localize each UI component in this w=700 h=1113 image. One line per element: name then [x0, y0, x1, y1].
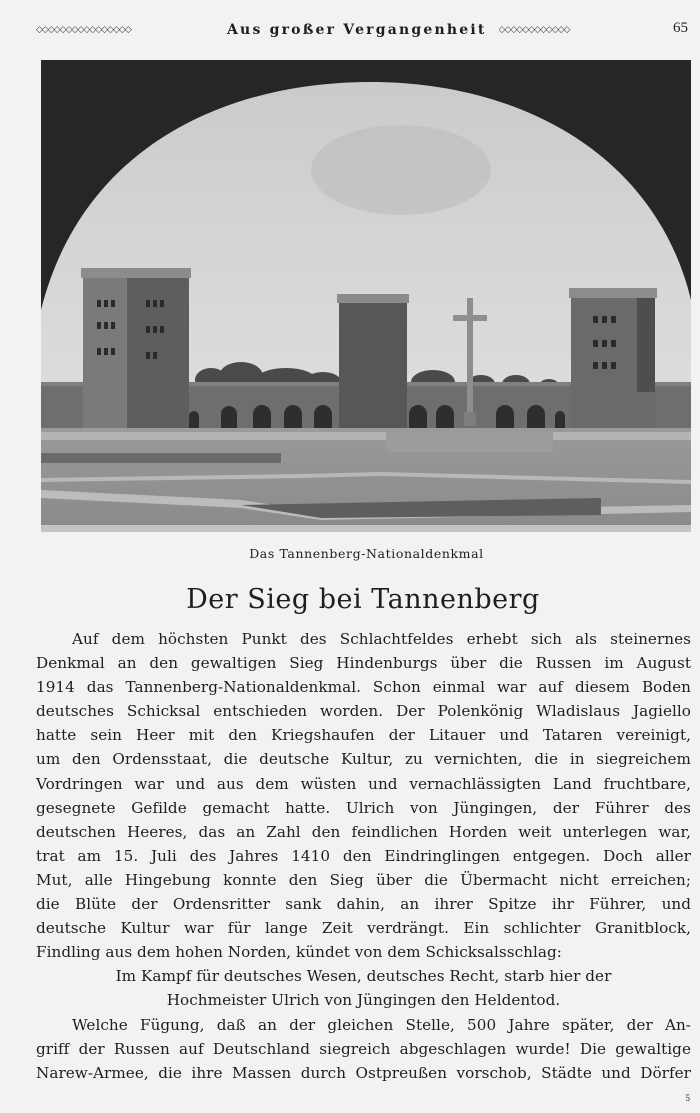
monument-photo	[41, 60, 691, 532]
inscription-line: Im Kampf für deutsches Wesen, deutsches Recht, starb hier der	[115, 967, 612, 986]
page-number: 65	[673, 20, 688, 36]
text-line: Narew-Armee, die ihre Massen durch Ostpreußen vorschob, Städte und Dörfer	[36, 1063, 691, 1082]
text-line: Auf dem höchsten Punkt des Schlachtfeldes erhebt sich als steinernes	[72, 630, 691, 648]
text-line: Mut, alle Hingebung konnte den Sieg über die Übermacht nicht erreichen;	[36, 870, 691, 889]
header-ornament-left: ◇◇◇◇◇◇◇◇◇◇◇◇◇◇◇◇	[36, 25, 131, 35]
text-line: hatte sein Heer mit den Kriegshaufen der Litauer und Tataren vereinigt,	[36, 726, 691, 745]
printer-signature-mark: 5	[685, 1093, 690, 1103]
text-line: Denkmal an den gewaltigen Sieg Hindenburgs über die Russen im August	[36, 654, 691, 673]
text-line: 1914 das Tannenberg-Nationaldenkmal. Schon einmal war auf diesem Boden	[36, 678, 691, 697]
header-title: Aus großer Vergangenheit	[227, 22, 487, 38]
text-line: um den Ordensstaat, die deutsche Kultur, zu vernichten, die in siegreichem	[36, 750, 691, 769]
inscription-line: Hochmeister Ulrich von Jüngingen den Heldentod.	[166, 991, 561, 1010]
monument-illustration	[41, 60, 691, 532]
text-line: deutschen Heeres, das an Zahl den feindlichen Horden weit unterlegen war,	[36, 822, 691, 841]
text-line: deutsche Kultur war für lange Zeit verdrängt. Ein schlichter Granitblock,	[36, 919, 691, 938]
running-header	[36, 18, 696, 42]
figure-caption: Das Tannenberg-Nationaldenkmal	[249, 546, 484, 561]
article-body	[36, 627, 691, 1085]
paragraph-1	[36, 627, 691, 964]
text-line: Welche Fügung, daß an der gleichen Stelle, 500 Jahre später, der An-	[72, 1015, 691, 1034]
text-line: griff der Russen auf Deutschland siegreich abgeschlagen wurde! Die gewaltige	[36, 1039, 691, 1058]
article-title: Der Sieg bei Tannenberg	[186, 584, 540, 615]
text-line: trat am 15. Juli des Jahres 1410 den Eindringlingen entgegen. Doch aller	[36, 846, 691, 865]
paragraph-3	[36, 1013, 691, 1085]
header-ornament-right: ◇◇◇◇◇◇◇◇◇◇◇◇	[498, 25, 570, 35]
text-line: gesegnete Gefilde gemacht hatte. Ulrich von Jüngingen, der Führer des	[36, 798, 691, 817]
granite-inscription	[36, 964, 691, 1012]
text-line: Findling aus dem hohen Norden, kündet von dem Schicksalsschlag:	[36, 943, 562, 962]
text-line: Vordringen war und aus dem wüsten und vernachlässigten Land fruchtbare,	[36, 774, 691, 793]
text-line: die Blüte der Ordensritter sank dahin, an ihrer Spitze ihr Führer, und	[36, 895, 691, 914]
text-line: deutsches Schicksal entschieden worden. Der Polenkönig Wladislaus Jagiello	[36, 702, 691, 721]
